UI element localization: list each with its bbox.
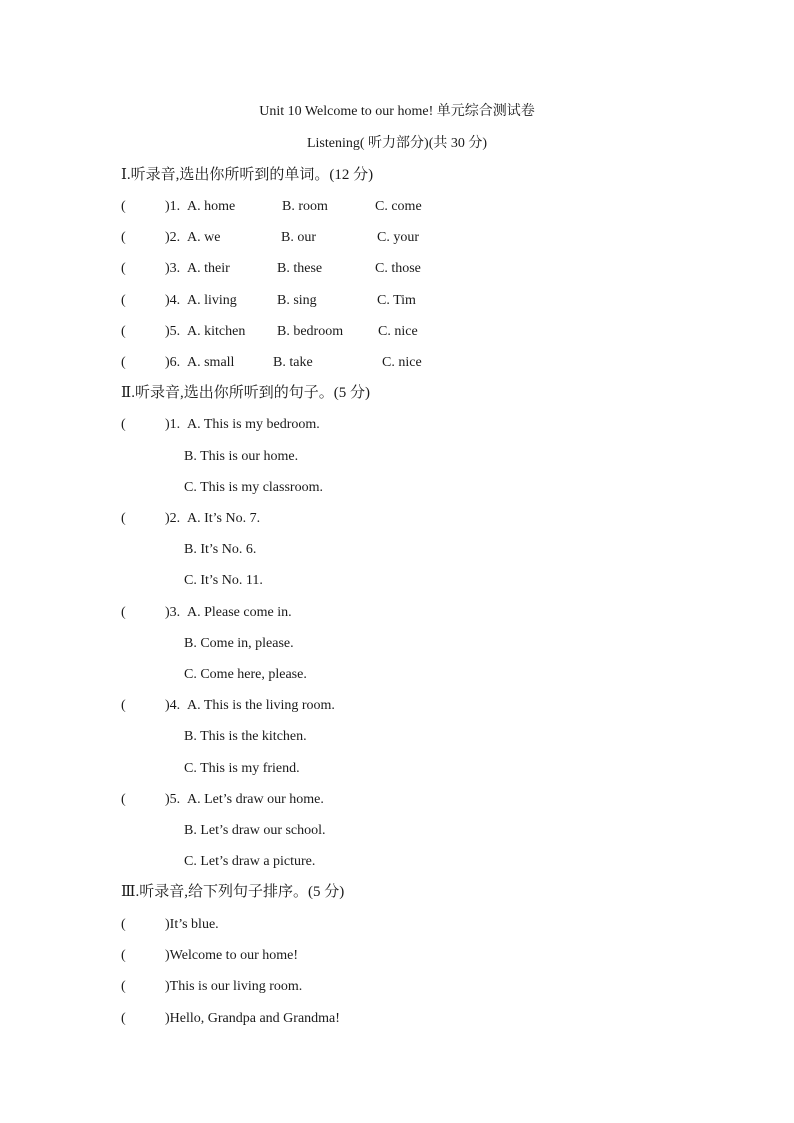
option-b: B. room bbox=[282, 199, 328, 214]
option-c: C. nice bbox=[382, 355, 422, 370]
question-number: )4. bbox=[165, 698, 181, 713]
question-number: )5. bbox=[165, 324, 181, 339]
section-2-heading: Ⅱ.听录音,选出你所听到的句子。(5 分) bbox=[121, 385, 370, 401]
page-title: Unit 10 Welcome to our home! 单元综合测试卷 bbox=[259, 104, 535, 119]
question-number: )5. bbox=[165, 792, 181, 807]
option-c: C. your bbox=[377, 230, 419, 245]
option-a: A. living bbox=[187, 293, 237, 308]
answer-blank[interactable]: ( bbox=[121, 261, 126, 276]
answer-blank[interactable]: ( bbox=[121, 417, 126, 432]
option-a: A. we bbox=[187, 230, 221, 245]
sentence-text: )Welcome to our home! bbox=[165, 948, 298, 963]
option-a: A. kitchen bbox=[187, 324, 246, 339]
option-c: C. This is my friend. bbox=[184, 761, 300, 776]
option-a: A. This is my bedroom. bbox=[187, 417, 320, 432]
option-a: A. Let’s draw our home. bbox=[187, 792, 324, 807]
option-b: B. Come in, please. bbox=[184, 636, 294, 651]
section-3-heading: Ⅲ.听录音,给下列句子排序。(5 分) bbox=[121, 884, 345, 900]
answer-blank[interactable]: ( bbox=[121, 511, 126, 526]
option-c: C. Tim bbox=[377, 293, 416, 308]
sentence-text: )This is our living room. bbox=[165, 979, 303, 994]
answer-blank[interactable]: ( bbox=[121, 1011, 126, 1026]
page-subtitle: Listening( 听力部分)(共 30 分) bbox=[306, 136, 488, 151]
option-a: A. It’s No. 7. bbox=[187, 511, 261, 526]
answer-blank[interactable]: ( bbox=[121, 324, 126, 339]
answer-blank[interactable]: ( bbox=[121, 979, 126, 994]
option-a: A. Please come in. bbox=[187, 605, 292, 620]
question-number: )6. bbox=[165, 355, 181, 370]
question-number: )4. bbox=[165, 293, 181, 308]
option-a: A. small bbox=[187, 355, 235, 370]
answer-blank[interactable]: ( bbox=[121, 199, 126, 214]
section-1-heading: Ⅰ.听录音,选出你所听到的单词。(12 分) bbox=[121, 167, 374, 183]
option-c: C. Come here, please. bbox=[184, 667, 307, 682]
option-b: B. Let’s draw our school. bbox=[184, 823, 326, 838]
answer-blank[interactable]: ( bbox=[121, 293, 126, 308]
question-number: )2. bbox=[165, 230, 181, 245]
option-c: C. This is my classroom. bbox=[184, 480, 323, 495]
option-b: B. our bbox=[281, 230, 316, 245]
question-number: )1. bbox=[165, 417, 181, 432]
option-c: C. those bbox=[375, 261, 421, 276]
option-b: B. This is our home. bbox=[184, 449, 299, 464]
sentence-text: )It’s blue. bbox=[165, 917, 219, 932]
answer-blank[interactable]: ( bbox=[121, 792, 126, 807]
question-number: )3. bbox=[165, 261, 181, 276]
answer-blank[interactable]: ( bbox=[121, 948, 126, 963]
option-c: C. come bbox=[375, 199, 422, 214]
option-b: B. these bbox=[277, 261, 323, 276]
option-a: A. their bbox=[187, 261, 230, 276]
question-number: )2. bbox=[165, 511, 181, 526]
answer-blank[interactable]: ( bbox=[121, 230, 126, 245]
question-number: )3. bbox=[165, 605, 181, 620]
option-b: B. bedroom bbox=[277, 324, 344, 339]
option-b: B. take bbox=[273, 355, 313, 370]
option-b: B. It’s No. 6. bbox=[184, 542, 257, 557]
option-a: A. home bbox=[187, 199, 236, 214]
option-c: C. It’s No. 11. bbox=[184, 573, 263, 588]
option-b: B. This is the kitchen. bbox=[184, 729, 307, 744]
option-c: C. Let’s draw a picture. bbox=[184, 854, 316, 869]
answer-blank[interactable]: ( bbox=[121, 917, 126, 932]
option-a: A. This is the living room. bbox=[187, 698, 335, 713]
answer-blank[interactable]: ( bbox=[121, 698, 126, 713]
option-c: C. nice bbox=[378, 324, 418, 339]
answer-blank[interactable]: ( bbox=[121, 605, 126, 620]
option-b: B. sing bbox=[277, 293, 317, 308]
question-number: )1. bbox=[165, 199, 181, 214]
answer-blank[interactable]: ( bbox=[121, 355, 126, 370]
sentence-text: )Hello, Grandpa and Grandma! bbox=[165, 1011, 340, 1026]
